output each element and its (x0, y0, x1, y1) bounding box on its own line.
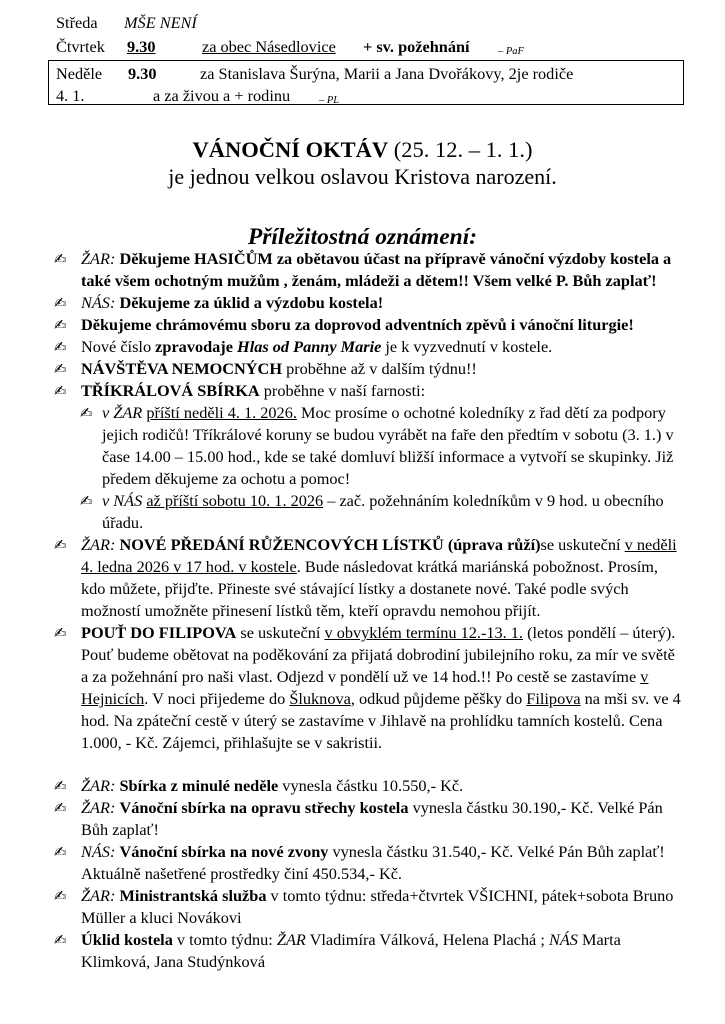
announcement-bold: NÁVŠTĚVA NEMOCNÝCH (81, 359, 282, 378)
announcement-bold: TŘÍKRÁLOVÁ SBÍRKA (81, 381, 260, 400)
announcement-item (52, 248, 682, 292)
announcement-text: (letos pondělí – úterý). Pouť budeme obětovat na poděkování za přijatá dobrodiní jubilejního roku, za mír ve světě a za požehnání pro naši vlast. Odjezd v pondělí už ve 14 hod.!! Po cestě se zastavíme (81, 623, 676, 686)
announcement-item (52, 622, 682, 754)
announcement-bold: Ministrantská služba (119, 886, 267, 905)
announcement-subitem (52, 490, 682, 534)
place-name: Filipova (526, 689, 581, 708)
mass-time: 9.30 (128, 64, 157, 83)
announcement-bold: zpravodaje (155, 337, 233, 356)
parish-label: ŽAR: (81, 776, 116, 795)
announcement-text: v tomto týdnu: středa+čtvrtek VŠICHNI, pátek+sobota Bruno Müller a kluci Novákovi (81, 886, 674, 927)
announcement-text: na mši sv. ve 4 hod. Na zpáteční cestě v úterý se zastavíme v Jihlavě na prohlídku tamních kostelů. Cena 1.000, - Kč. Zájemci, přihlašujte se v sakristii. (81, 689, 681, 752)
octave-subtitle: je jednou velkou oslavou Kristova narození. (168, 164, 557, 189)
parish-label: v NÁS (102, 491, 143, 510)
announcement-item (52, 885, 682, 929)
announcement-text: v tomto týdnu: (176, 930, 273, 949)
announcement-item (52, 841, 682, 885)
announcement-item (52, 797, 682, 841)
announcement-text: . Bude následovat krátká mariánská pobožnost. Prosím, kdo můžete, přijďte. Přineste své stávající lístky a dostanete nové. Také podle svých možností umožněte přinesení lístků těm, kteří opravdu nemohou přijít. (81, 557, 658, 620)
announcement-date: v neděli 4. ledna 2026 v 17 hod. v kostele (81, 535, 677, 576)
announcement-date: v obvyklém termínu 12.-13. 1. (324, 623, 523, 642)
announcement-item (52, 534, 682, 622)
announcement-text: je k vyzvednutí v kostele. (385, 337, 553, 356)
pen-icon: ✍ (54, 316, 67, 334)
parish-label: NÁS: (81, 842, 116, 861)
pen-icon: ✍ (54, 360, 67, 378)
announcement-item (52, 314, 682, 336)
announcement-text: proběhne až v dalším týdnu!! (286, 359, 477, 378)
pen-icon: ✍ (54, 777, 67, 795)
octave-title (0, 137, 725, 163)
announcement-text: Marta Klimková, Jana Studýnková (81, 930, 621, 971)
day-label: Středa (56, 13, 98, 32)
announcement-text: vynesla částku 10.550,- Kč. (282, 776, 464, 795)
celebrant-note: – PL (319, 95, 340, 106)
announcement-text: vynesla částku 31.540,- Kč. Velké Pán Bůh zaplať! Aktuálně našetřené prostředky činí 450.534,- Kč. (81, 842, 665, 883)
announcement-text: Nové číslo (81, 337, 152, 356)
mass-time: 9.30 (127, 37, 156, 56)
announcement-text: Děkujeme chrámovému sboru za doprovod adventních zpěvů i vánoční liturgie! (81, 315, 634, 334)
date-label: 4. 1. (56, 86, 85, 105)
sunday-mass-box (48, 60, 684, 105)
place-name: Šluknova (289, 689, 351, 708)
announcement-text: Děkujeme HASIČŮM za obětavou účast na přípravě vánoční výzdoby kostela a také všem ochotným mužům , ženám, mládeži a dětem!! Všem velké P. Bůh zaplať! (81, 249, 672, 290)
announcement-bold: Úklid kostela (81, 930, 173, 949)
title-range: (25. 12. – 1. 1.) (393, 137, 533, 162)
announcement-text: Moc prosíme o ochotné koledníky z řad dětí za podpory jejich rodičů! Tříkrálové koruny se budou vyrábět na faře den předtím v sobotu (3. 1.) v čase 14.00 – 15.00 hod., kde se také domluví bližší informace a vytvoří se skupinky. Již předem děkujeme za ochotu a pomoc! (102, 403, 674, 488)
announcement-item (52, 292, 682, 314)
pen-icon: ✍ (54, 382, 67, 400)
pen-icon: ✍ (80, 492, 93, 510)
announcement-text: – zač. požehnáním koledníkům v 9 hod. u obecního úřadu. (102, 491, 664, 532)
mass-intent-2: a za živou a + rodinu (153, 86, 291, 105)
pen-icon: ✍ (54, 338, 67, 356)
title-bold: VÁNOČNÍ OKTÁV (192, 137, 389, 162)
pen-icon: ✍ (54, 250, 67, 268)
mass-status: MŠE NENÍ (124, 13, 197, 32)
mass-intent: za Stanislava Šurýna, Marii a Jana Dvořákovy, 2je rodiče (200, 64, 574, 83)
parish-label: v ŽAR (102, 403, 143, 422)
announcement-text: Vladimíra Válková, Helena Plachá ; (309, 930, 545, 949)
announcement-date: až příští sobotu 10. 1. 2026 (146, 491, 324, 510)
parish-label: ŽAR (276, 930, 306, 949)
announcement-bold: POUŤ DO FILIPOVA (81, 623, 237, 642)
announcement-text: proběhne v naší farnosti: (263, 381, 426, 400)
pen-icon: ✍ (54, 843, 67, 861)
parish-label: ŽAR: (81, 249, 116, 268)
announcement-item (52, 358, 682, 380)
parish-label: ŽAR: (81, 798, 116, 817)
parish-label: ŽAR: (81, 535, 116, 554)
announcement-bold: Sbírka z minulé neděle (119, 776, 279, 795)
announcement-bold: Vánoční sbírka na nové zvony (119, 842, 329, 861)
mass-extra: + sv. požehnání (363, 37, 470, 56)
pen-icon: ✍ (54, 294, 67, 312)
pen-icon: ✍ (54, 624, 67, 642)
announcement-item (52, 336, 682, 358)
announcement-text: , odkud půjdeme pěšky do (350, 689, 523, 708)
announcement-list (52, 248, 682, 973)
pen-icon: ✍ (80, 404, 93, 422)
parish-label: ŽAR: (81, 886, 116, 905)
parish-label: NÁS (548, 930, 578, 949)
pen-icon: ✍ (54, 536, 67, 554)
announcement-bold: NOVÉ PŘEDÁNÍ RŮŽENCOVÝCH LÍSTKŮ (úprava růží) (119, 535, 541, 554)
parish-label: NÁS: (81, 293, 116, 312)
mass-intent: za obec Násedlovice (202, 37, 336, 56)
announcement-item (52, 929, 682, 973)
spacer (52, 754, 682, 775)
announcement-bold: Vánoční sbírka na opravu střechy kostela (119, 798, 409, 817)
announcements-heading: Příležitostná oznámení: (247, 224, 478, 250)
newsletter-title: Hlas od Panny Marie (237, 337, 382, 356)
announcement-text: . V noci přijedeme do (144, 689, 286, 708)
announcement-text: se uskuteční (540, 535, 621, 554)
announcement-subitem (52, 402, 682, 490)
day-label: Čtvrtek (56, 37, 105, 56)
day-label: Neděle (56, 64, 103, 83)
celebrant-note: – PaF (498, 46, 524, 57)
announcement-text: se uskuteční (240, 623, 321, 642)
pen-icon: ✍ (54, 931, 67, 949)
pen-icon: ✍ (54, 887, 67, 905)
announcement-item (52, 775, 682, 797)
announcement-date: příští neděli 4. 1. 2026. (146, 403, 297, 422)
pen-icon: ✍ (54, 799, 67, 817)
announcement-text: Děkujeme za úklid a výzdobu kostela! (119, 293, 384, 312)
announcement-text: vynesla částku 30.190,- Kč. Velké Pán Bůh zaplať! (81, 798, 663, 839)
announcement-item (52, 380, 682, 402)
place-name: v Hejnicích (81, 667, 649, 708)
